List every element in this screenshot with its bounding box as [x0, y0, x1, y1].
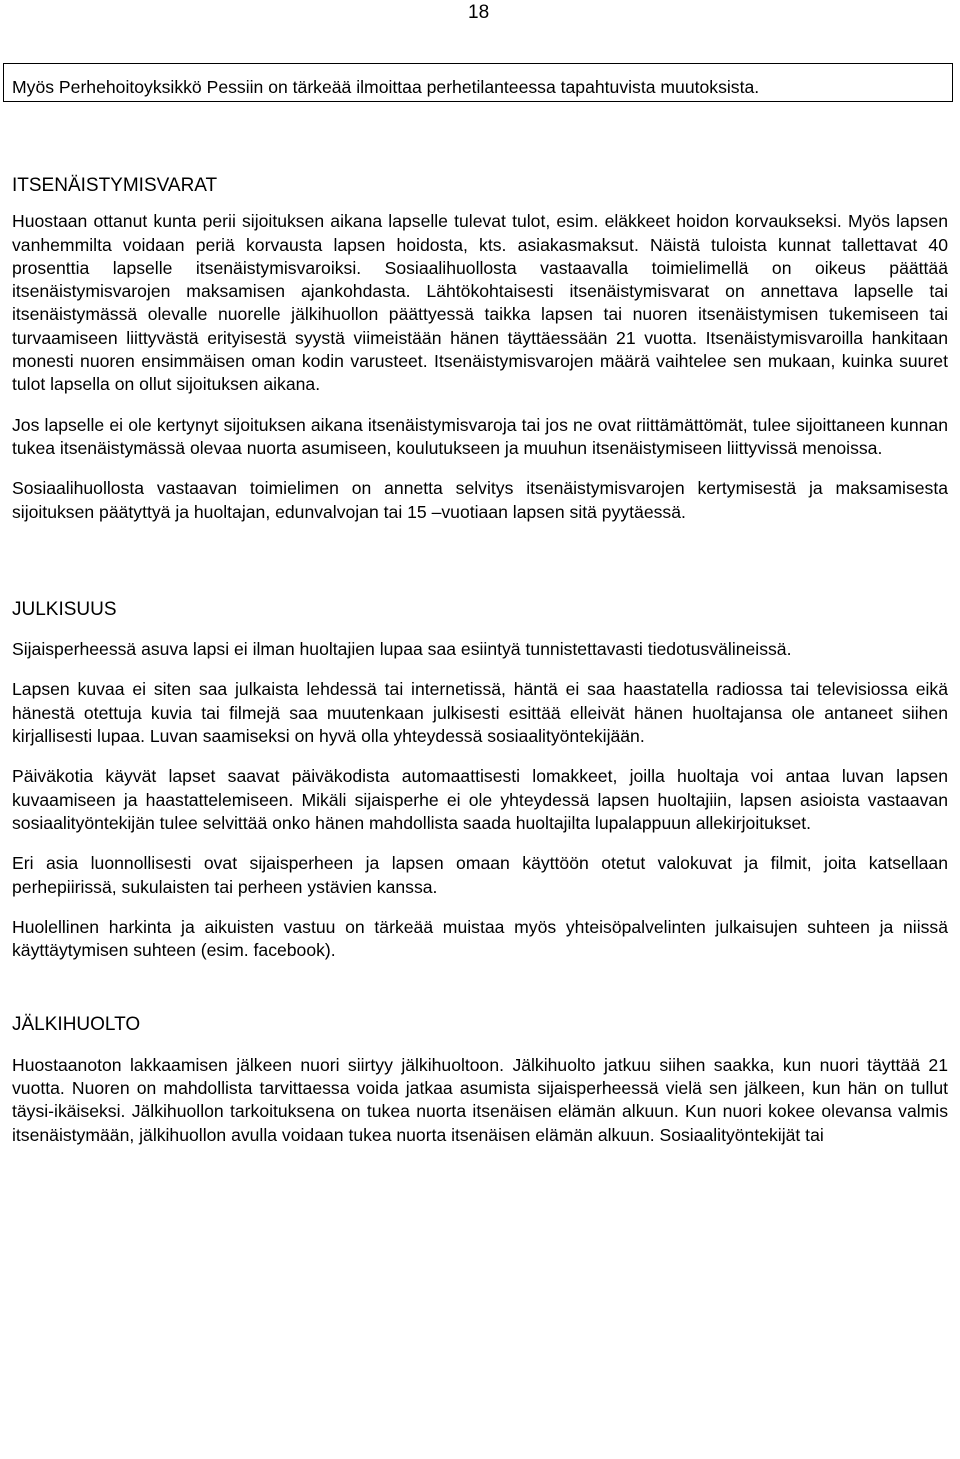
paragraph: Sosiaalihuollosta vastaavan toimielimen on annetta selvitys itsenäistymisvarojen kertymisestä ja maksamisesta sijoituksen päätyttyä ja huoltajan, edunvalvojan tai 15 –vuotiaan lapsen sitä pyytäessä.: [12, 478, 948, 522]
notice-text: Myös Perhehoitoyksikkö Pessiin on tärkeää ilmoittaa perhetilanteessa tapahtuvista muutoksista.: [12, 77, 760, 97]
section-heading-jalkihuolto: JÄLKIHUOLTO: [12, 1014, 141, 1036]
paragraph: Eri asia luonnollisesti ovat sijaisperheen ja lapsen omaan käyttöön otetut valokuvat ja filmit, joita katsellaan perhepiirissä, sukulaisten tai perheen ystävien kanssa.: [12, 853, 948, 897]
section-heading-julkisuus: JULKISUUS: [12, 598, 117, 620]
paragraph: Huolellinen harkinta ja aikuisten vastuu on tärkeää muistaa myös yhteisöpalvelinten julkaisujen suhteen ja niissä käyttäytymisen suhteen (esim. facebook).: [12, 916, 948, 961]
paragraph: Huostaanoton lakkaamisen jälkeen nuori siirtyy jälkihuoltoon. Jälkihuolto jatkuu siihen saakka, kun nuori täyttää 21 vuotta. Nuoren on mahdollista tarvittaessa voida jatkaa asumista sijaisperheessä vielä sen jälkeen, kun hän on tullut täysi-ikäiseksi. Jälkihuollon tarkoituksena on tukea nuorta itsenäisen elämän alkuun. Kun nuori kokee olevansa valmis itsenäistymään, jälkihuollon avulla voidaan tukea nuorta itsenäisen elämän alkuun. Sosiaalityöntekijät tai: [12, 1054, 948, 1145]
paragraph: Päiväkotia käyvät lapset saavat päiväkodista automaattisesti lomakkeet, joilla huoltaja voi antaa luvan lapsen kuvaamiseen ja haastattelemiseen. Mikäli sijaisperhe ei ole yhteydessä lapsen huoltajiin, lapsen asioista vastaavan sosiaalityöntekijän tulee selvittää onko hänen mahdollista saada huoltajilta lupalappuun allekirjoitukset.: [12, 766, 948, 833]
section-heading-itsenaistymisvarat: ITSENÄISTYMISVARAT: [12, 175, 218, 196]
paragraph: Jos lapselle ei ole kertynyt sijoituksen aikana itsenäistymisvaroja tai jos ne ovat riittämättömät, tulee sijoittaneen kunnan tukea itsenäistymässä olevaa nuorta asumiseen, koulutukseen ja muuhun itsenäistymiseen liittyvissä menoissa.: [12, 414, 948, 458]
paragraph: Lapsen kuvaa ei siten saa julkaista lehdessä tai internetissä, häntä ei saa haastatella radiossa tai televisiossa eikä hänestä otettuja kuvia tai filmejä saa muutenkaan julkisesti esittää elleivät hänen huoltajansa ole antaneet siihen kirjallisesti lupaa. Luvan saamiseksi on hyvä olla yhteydessä sosiaalityöntekijään.: [12, 679, 948, 747]
document-body: [12, 174, 948, 1147]
paragraph: Sijaisperheessä asuva lapsi ei ilman huoltajien lupaa saa esiintyä tunnistettavasti tiedotusvälineissä.: [12, 639, 792, 660]
paragraph: Huostaan ottanut kunta perii sijoituksen aikana lapselle tulevat tulot, esim. eläkkeet hoidon korvaukseksi. Myös lapsen vanhemmilta voidaan periä korvausta lapsen hoidosta, kts. asiakasmaksut. Näistä tuloista kunnat tallettavat 40 prosenttia lapselle itsenäistymisvaroiksi. Sosiaalihuollosta vastaavalla toimielimellä on oikeus päättää itsenäistymisvarojen maksamisen ajankohdasta. Lähtökohtaisesti itsenäistymisvarat on annettava lapselle tai itsenäistymässä olevalle nuorelle jälkihuollon päättyessä taikka lapsen tai nuoren itsenäistymisen tukemiseen tai turvaamiseen liittyvästä erityisestä syystä viimeistään hänen täyttäessään 21 vuotta. Itsenäistymisvaroilla hankitaan monesti nuoren ensimmäisen oman kodin varusteet. Itsenäistymisvarojen määrä vaihtelee sen mukaan, kuinka suuret tulot lapsella on ollut sijoituksen aikana.: [12, 211, 948, 395]
page-number: 18: [468, 2, 490, 23]
